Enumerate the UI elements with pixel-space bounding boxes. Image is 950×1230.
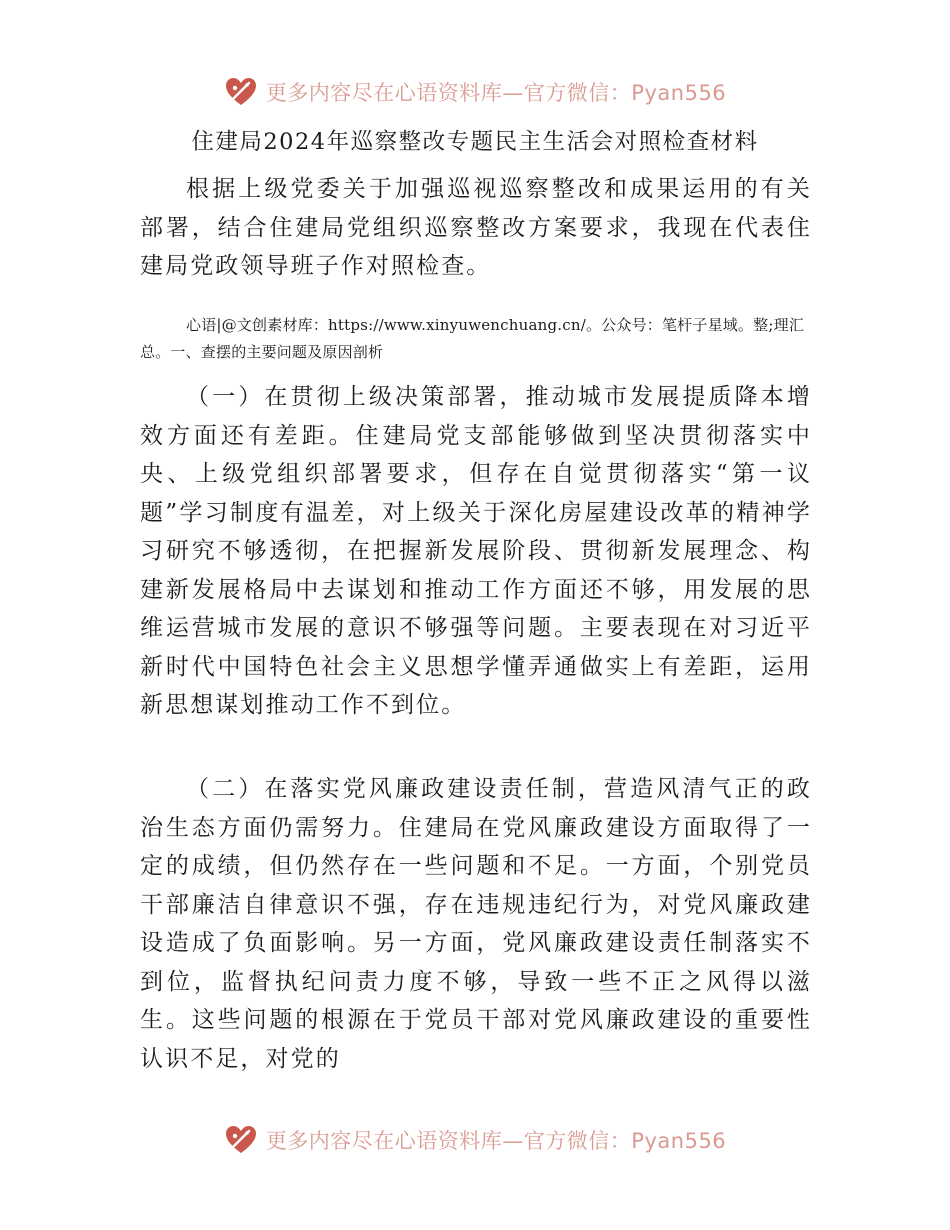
intro-paragraph: 根据上级党委关于加强巡视巡察整改和成果运用的有关部署，结合住建局党组织巡察整改方案要求，我现在代表住建局党政领导班子作对照检查。 bbox=[140, 176, 812, 279]
section-paragraph-2: （二）在落实党风廉政建设责任制，营造风清气正的政治生态方面仍需努力。住建局在党风廉政建设方面取得了一定的成绩，但仍然存在一些问题和不足。一方面，个别党员干部廉洁自律意识不强，存在违规违纪行为，对党风廉政建设造成了负面影响。另一方面，党风廉政建设责任制落实不到位，监督执纪问责力度不够，导致一些不正之风得以滋生。这些问题的根源在于党员干部对党风廉政建设的重要性认识不足，对党的 bbox=[140, 776, 812, 1072]
document-title: 住建局2024年巡察整改专题民主生活会对照检查材料 bbox=[191, 129, 759, 155]
section-paragraph-1: （一）在贯彻上级决策部署，推动城市发展提质降本增效方面还有差距。住建局党支部能够做到坚决贯彻落实中央、上级党组织部署要求，但存在自觉贯彻落实“第一议题”学习制度有温差，对上级关于深化房屋建设改革的精神学习研究不够透彻，在把握新发展阶段、贯彻新发展理念、构建新发展格局中去谋划和推动工作方面还不够，用发展的思维运营城市发展的意识不够强等问题。主要表现在对习近平新时代中国特色社会主义思想学懂弄通做实上有差距，运用新思想谋划推动工作不到位。 bbox=[140, 384, 812, 718]
source-note: 心语|@文创素材库：https://www.xinyuwenchuang.cn/。公众号：笔杆子星域。整;理汇总。一、查摆的主要问题及原因剖析 bbox=[140, 316, 805, 361]
watermark-banner-bottom bbox=[0, 1120, 950, 1160]
heart-quill-logo-icon bbox=[224, 75, 258, 109]
watermark-text: 更多内容尽在心语资料库—官方微信：Pyan556 bbox=[265, 1129, 727, 1153]
watermark-banner-top bbox=[0, 72, 950, 112]
watermark-text: 更多内容尽在心语资料库—官方微信：Pyan556 bbox=[265, 81, 727, 105]
heart-quill-logo-icon bbox=[224, 1123, 258, 1157]
